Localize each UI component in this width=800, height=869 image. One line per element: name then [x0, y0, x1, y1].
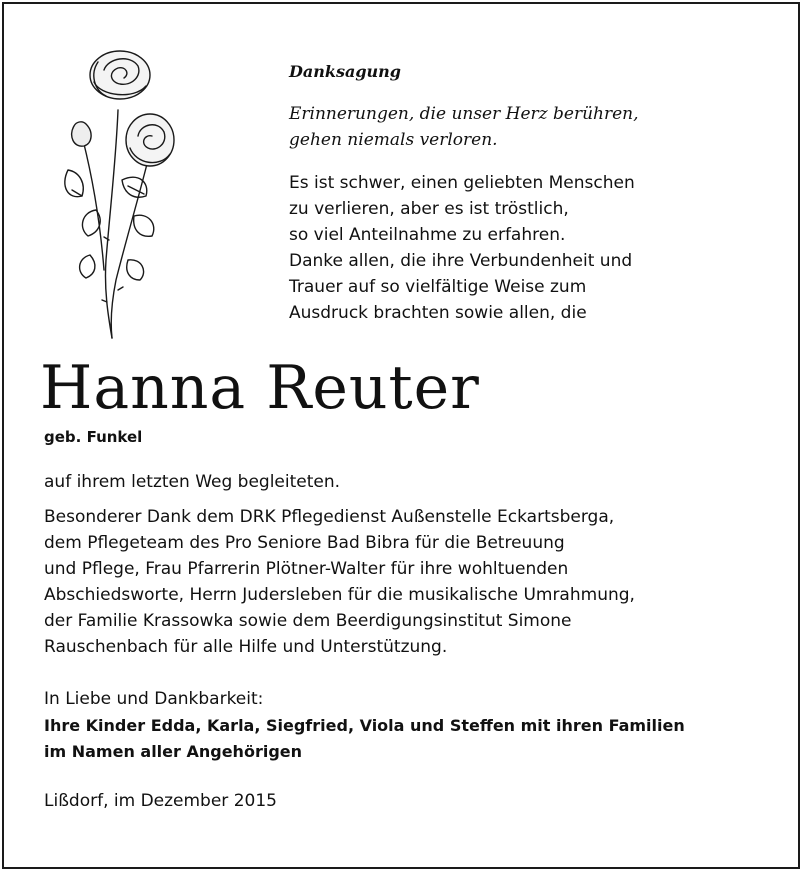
family-line: Ihre Kinder Edda, Karla, Siegfried, Viola und Steffen mit ihren Familien: [44, 716, 685, 735]
maiden-name: geb. Funkel: [44, 428, 143, 446]
thanks-line: dem Pflegeteam des Pro Seniore Bad Bibra für die Betreuung: [44, 533, 565, 553]
thanks-line: der Familie Krassowka sowie dem Beerdigungsinstitut Simone: [44, 611, 572, 631]
rose-icon: [38, 40, 188, 340]
intro-line: Trauer auf so vielfältige Weise zum: [289, 277, 587, 297]
thanks-line: und Pflege, Frau Pfarrerin Plötner-Walter für ihre wohltuenden: [44, 559, 569, 579]
closing-line: In Liebe und Dankbarkeit:: [44, 689, 264, 709]
thanks-line: Abschiedsworte, Herrn Judersleben für die musikalische Umrahmung,: [44, 585, 635, 605]
special-thanks: [44, 504, 635, 660]
memorial-quote: [289, 101, 639, 153]
intro-line: Es ist schwer, einen geliebten Menschen: [289, 173, 635, 193]
intro-line: zu verlieren, aber es ist tröstlich,: [289, 199, 569, 219]
intro-line: so viel Anteilnahme zu erfahren.: [289, 225, 566, 245]
intro-line: Danke allen, die ihre Verbundenheit und: [289, 251, 633, 271]
quote-line: Erinnerungen, die unser Herz berühren,: [289, 104, 639, 124]
family-line: im Namen aller Angehörigen: [44, 742, 303, 761]
deceased-name: Hanna Reuter: [40, 353, 480, 423]
quote-line: gehen niemals verloren.: [289, 130, 498, 150]
after-name-text: auf ihrem letzten Weg begleiteten.: [44, 472, 341, 492]
intro-line: Ausdruck brachten sowie allen, die: [289, 303, 587, 323]
notice-heading: Danksagung: [289, 62, 401, 81]
intro-text: [289, 170, 635, 326]
place-date: Lißdorf, im Dezember 2015: [44, 791, 277, 811]
family-signature: [44, 713, 685, 765]
thanks-line: Besonderer Dank dem DRK Pflegedienst Außenstelle Eckartsberga,: [44, 507, 615, 527]
thanks-line: Rauschenbach für alle Hilfe und Unterstützung.: [44, 637, 448, 657]
